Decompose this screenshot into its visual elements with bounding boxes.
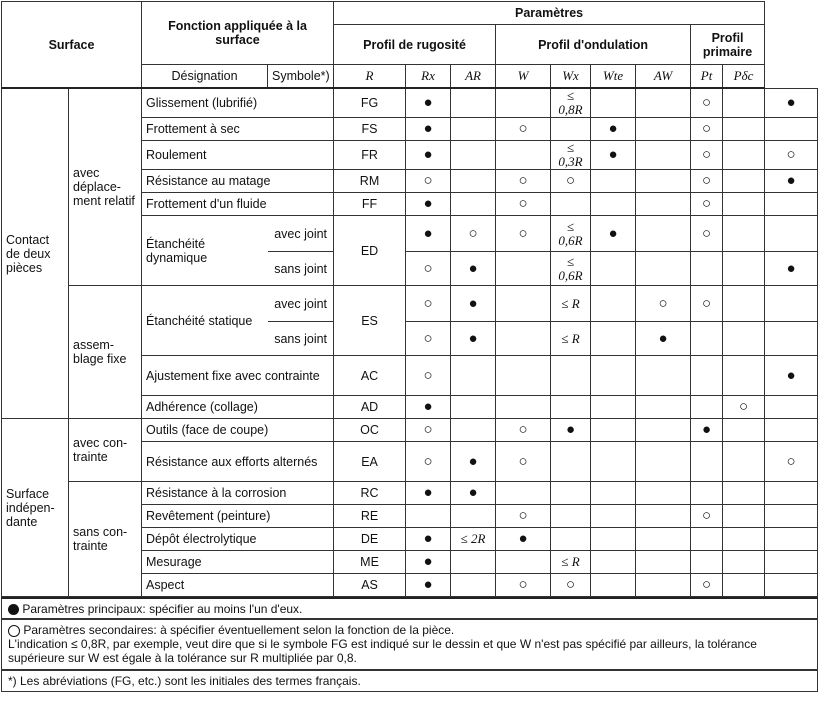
cell-rx: [451, 356, 496, 396]
designation: Ajustement fixe avec contrainte: [142, 356, 334, 396]
designation-etancheite-dynamique: Étanchéité dynamique: [142, 216, 268, 286]
cell-wte: [636, 482, 691, 505]
cell-w: [551, 442, 591, 482]
cell-w: ≤ R: [551, 551, 591, 574]
cell-ar: [496, 482, 551, 505]
legend-secondaires: Paramètres secondaires: à spécifier éventuellement selon la fonction de la pièce.: [23, 623, 455, 637]
cell-wte: [636, 118, 691, 141]
open-circle-icon: ○: [691, 574, 723, 597]
designation: Mesurage: [142, 551, 334, 574]
header-designation: Désignation: [142, 65, 268, 89]
cell-rx: [451, 551, 496, 574]
cell-ar: [496, 141, 551, 170]
open-circle-icon: ○: [691, 88, 723, 118]
cell-w: [551, 396, 591, 419]
cell-wte: [636, 88, 691, 118]
filled-circle-icon: ●: [406, 88, 451, 118]
symbole: AC: [334, 356, 406, 396]
cell-w: ≤ 0,6R: [551, 252, 591, 286]
filled-circle-icon: ●: [496, 528, 551, 551]
designation: Frottement d'un fluide: [142, 193, 334, 216]
legend-indication: L'indication ≤ 0,8R, par exemple, veut dire que si le symbole FG est indiqué sur le dessin et que W n'est pas spécifié par ailleurs, la tolérance supérieure sur W est égale à la tolérance sur R multipliée par 0,8.: [8, 637, 757, 665]
cell-wte: [636, 356, 691, 396]
open-circle-icon: ○: [406, 170, 451, 193]
cell-pdc: [765, 574, 818, 597]
cell-aw: [691, 356, 723, 396]
cell-pdc: [765, 482, 818, 505]
cell-w: [551, 193, 591, 216]
symbole: RE: [334, 505, 406, 528]
filled-circle-icon: ●: [765, 252, 818, 286]
open-circle-icon: ○: [496, 118, 551, 141]
cell-aw: [691, 396, 723, 419]
symbole: FS: [334, 118, 406, 141]
cell-pdc: [765, 551, 818, 574]
header-profil-ondulation: Profil d'ondulation: [496, 25, 691, 65]
designation: Adhérence (collage): [142, 396, 334, 419]
cell-ar: [496, 88, 551, 118]
cell-wx: [591, 396, 636, 419]
cell-wte: [636, 170, 691, 193]
table-row: [2, 88, 818, 118]
designation: Aspect: [142, 574, 334, 597]
legend: [1, 597, 818, 619]
column-header-wte: Wte: [591, 65, 636, 89]
cell-pdc: [765, 528, 818, 551]
cell-wx: [591, 193, 636, 216]
open-circle-icon: ○: [406, 442, 451, 482]
cell-wte: [636, 442, 691, 482]
cell-wx: [591, 286, 636, 322]
cell-pt: [723, 419, 765, 442]
cell-pt: [723, 252, 765, 286]
cell-pt: [723, 356, 765, 396]
symbole: FR: [334, 141, 406, 170]
joint-label-avec: avec joint: [268, 216, 334, 252]
cell-ar: [496, 322, 551, 356]
cell-wx: [591, 528, 636, 551]
open-circle-icon: ○: [691, 286, 723, 322]
cell-aw: [691, 482, 723, 505]
symbole: FF: [334, 193, 406, 216]
cell-rx: ≤ 2R: [451, 528, 496, 551]
open-circle-icon: ○: [406, 419, 451, 442]
designation: Glissement (lubrifié): [142, 88, 334, 118]
header-profil-rugosite: Profil de rugosité: [334, 25, 496, 65]
cell-wx: [591, 482, 636, 505]
designation: Revêtement (peinture): [142, 505, 334, 528]
cell-wx: [591, 170, 636, 193]
table-row: [2, 482, 818, 505]
filled-circle-icon: [8, 604, 19, 615]
cell-pdc: [765, 193, 818, 216]
open-circle-icon: [8, 625, 20, 637]
symbole: AD: [334, 396, 406, 419]
designation: Outils (face de coupe): [142, 419, 334, 442]
column-header-rx: Rx: [406, 65, 451, 89]
designation: Résistance à la corrosion: [142, 482, 334, 505]
cell-pdc: [765, 216, 818, 252]
footnote: *) Les abréviations (FG, etc.) sont les initiales des termes français.: [1, 670, 818, 692]
column-header-aw: AW: [636, 65, 691, 89]
open-circle-icon: ○: [406, 356, 451, 396]
filled-circle-icon: ●: [765, 170, 818, 193]
cell-wte: [636, 419, 691, 442]
designation-etancheite-statique: Étanchéité statique: [142, 286, 268, 356]
symbole-es: ES: [334, 286, 406, 356]
cell-wte: [636, 528, 691, 551]
cell-rx: [451, 88, 496, 118]
parameters-table: [1, 1, 818, 597]
open-circle-icon: ○: [496, 193, 551, 216]
cell-rx: [451, 118, 496, 141]
cell-pt: [723, 322, 765, 356]
cell-wte: [636, 216, 691, 252]
designation: Frottement à sec: [142, 118, 334, 141]
cell-wx: [591, 505, 636, 528]
symbole: AS: [334, 574, 406, 597]
cell-pdc: [765, 118, 818, 141]
column-header-pdc: Pδc: [723, 65, 765, 89]
filled-circle-icon: ●: [551, 419, 591, 442]
filled-circle-icon: ●: [406, 551, 451, 574]
cell-r: [406, 505, 451, 528]
symbole: DE: [334, 528, 406, 551]
legend-principaux: Paramètres principaux: spécifier au moins l'un d'eux.: [22, 602, 303, 616]
filled-circle-icon: ●: [451, 286, 496, 322]
cell-w: [551, 118, 591, 141]
filled-circle-icon: ●: [451, 482, 496, 505]
cell-aw: [691, 528, 723, 551]
cell-pdc: [765, 322, 818, 356]
table-row: [2, 419, 818, 442]
cell-wx: [591, 356, 636, 396]
filled-circle-icon: ●: [406, 141, 451, 170]
open-circle-icon: ○: [496, 505, 551, 528]
filled-circle-icon: ●: [636, 322, 691, 356]
group-surface-independante: Surface indépen-dante: [2, 419, 69, 597]
cell-wx: [591, 442, 636, 482]
cell-pt: [723, 442, 765, 482]
cell-wx: [591, 88, 636, 118]
symbole: RM: [334, 170, 406, 193]
cell-pdc: [765, 505, 818, 528]
cell-ar: [496, 396, 551, 419]
cell-pdc: [765, 419, 818, 442]
cell-w: [551, 505, 591, 528]
column-header-ar: AR: [451, 65, 496, 89]
filled-circle-icon: ●: [451, 252, 496, 286]
cell-wx: [591, 419, 636, 442]
cell-pt: [723, 286, 765, 322]
group-avec-contrainte: avec con-trainte: [69, 419, 142, 482]
table-row: [2, 286, 818, 322]
cell-w: ≤ 0,6R: [551, 216, 591, 252]
cell-wx: [591, 574, 636, 597]
symbole: ME: [334, 551, 406, 574]
column-header-pt: Pt: [691, 65, 723, 89]
cell-w: [551, 528, 591, 551]
cell-pt: [723, 482, 765, 505]
cell-wte: [636, 396, 691, 419]
cell-rx: [451, 505, 496, 528]
joint-label-sans: sans joint: [268, 322, 334, 356]
open-circle-icon: ○: [551, 170, 591, 193]
filled-circle-icon: ●: [406, 396, 451, 419]
cell-pt: [723, 505, 765, 528]
open-circle-icon: ○: [723, 396, 765, 419]
cell-rx: [451, 396, 496, 419]
cell-wte: [636, 193, 691, 216]
filled-circle-icon: ●: [406, 528, 451, 551]
open-circle-icon: ○: [765, 141, 818, 170]
filled-circle-icon: ●: [765, 356, 818, 396]
cell-wx: [591, 252, 636, 286]
open-circle-icon: ○: [551, 574, 591, 597]
cell-pt: [723, 574, 765, 597]
filled-circle-icon: ●: [591, 216, 636, 252]
open-circle-icon: ○: [496, 216, 551, 252]
open-circle-icon: ○: [691, 193, 723, 216]
symbole: RC: [334, 482, 406, 505]
open-circle-icon: ○: [691, 216, 723, 252]
cell-w: ≤ R: [551, 286, 591, 322]
cell-wte: [636, 505, 691, 528]
cell-rx: [451, 141, 496, 170]
header-profil-primaire: Profil primaire: [691, 25, 765, 65]
cell-wx: [591, 551, 636, 574]
filled-circle-icon: ●: [591, 118, 636, 141]
cell-pt: [723, 118, 765, 141]
column-header-r: R: [334, 65, 406, 89]
filled-circle-icon: ●: [406, 574, 451, 597]
open-circle-icon: ○: [691, 505, 723, 528]
filled-circle-icon: ●: [406, 216, 451, 252]
open-circle-icon: ○: [406, 252, 451, 286]
cell-rx: [451, 170, 496, 193]
symbole: EA: [334, 442, 406, 482]
cell-pt: [723, 141, 765, 170]
filled-circle-icon: ●: [406, 118, 451, 141]
cell-ar: [496, 252, 551, 286]
open-circle-icon: ○: [496, 419, 551, 442]
cell-w: [551, 482, 591, 505]
open-circle-icon: ○: [691, 118, 723, 141]
cell-wte: [636, 252, 691, 286]
cell-wte: [636, 574, 691, 597]
cell-pt: [723, 551, 765, 574]
header-fonction: Fonction appliquée à la surface: [142, 2, 334, 65]
joint-label-sans: sans joint: [268, 252, 334, 286]
cell-ar: [496, 286, 551, 322]
column-header-w: W: [496, 65, 551, 89]
filled-circle-icon: ●: [691, 419, 723, 442]
filled-circle-icon: ●: [406, 193, 451, 216]
cell-wte: [636, 141, 691, 170]
open-circle-icon: ○: [496, 574, 551, 597]
column-header-wx: Wx: [551, 65, 591, 89]
cell-rx: [451, 574, 496, 597]
filled-circle-icon: ●: [765, 88, 818, 118]
group-sans-contrainte: sans con-trainte: [69, 482, 142, 597]
cell-ar: [496, 551, 551, 574]
open-circle-icon: ○: [451, 216, 496, 252]
cell-wte: [636, 551, 691, 574]
cell-wx: [591, 322, 636, 356]
header-surface: Surface: [2, 2, 142, 89]
symbole: OC: [334, 419, 406, 442]
cell-rx: [451, 419, 496, 442]
cell-w: ≤ R: [551, 322, 591, 356]
group-assemblage-fixe: assem-blage fixe: [69, 286, 142, 419]
open-circle-icon: ○: [496, 442, 551, 482]
open-circle-icon: ○: [765, 442, 818, 482]
designation: Roulement: [142, 141, 334, 170]
cell-w: [551, 356, 591, 396]
open-circle-icon: ○: [496, 170, 551, 193]
cell-rx: [451, 193, 496, 216]
cell-pdc: [765, 286, 818, 322]
cell-ar: [496, 356, 551, 396]
cell-pt: [723, 170, 765, 193]
group-avec-deplacement: avec déplace-ment relatif: [69, 88, 142, 286]
cell-aw: [691, 551, 723, 574]
group-contact: Contact de deux pièces: [2, 88, 69, 419]
open-circle-icon: ○: [406, 286, 451, 322]
designation: Résistance au matage: [142, 170, 334, 193]
symbole-ed: ED: [334, 216, 406, 286]
joint-label-avec: avec joint: [268, 286, 334, 322]
filled-circle-icon: ●: [451, 322, 496, 356]
legend-secondary: [1, 619, 818, 670]
filled-circle-icon: ●: [591, 141, 636, 170]
open-circle-icon: ○: [691, 141, 723, 170]
cell-aw: [691, 322, 723, 356]
header-symbole: Symbole*): [268, 65, 334, 89]
filled-circle-icon: ●: [451, 442, 496, 482]
header-parametres: Paramètres: [334, 2, 765, 25]
cell-pdc: [765, 396, 818, 419]
open-circle-icon: ○: [636, 286, 691, 322]
cell-pt: [723, 88, 765, 118]
designation: Dépôt électrolytique: [142, 528, 334, 551]
cell-aw: [691, 252, 723, 286]
cell-pt: [723, 528, 765, 551]
open-circle-icon: ○: [691, 170, 723, 193]
cell-pt: [723, 216, 765, 252]
cell-w: ≤ 0,8R: [551, 88, 591, 118]
cell-pt: [723, 193, 765, 216]
designation: Résistance aux efforts alternés: [142, 442, 334, 482]
symbole: FG: [334, 88, 406, 118]
filled-circle-icon: ●: [406, 482, 451, 505]
cell-w: ≤ 0,3R: [551, 141, 591, 170]
cell-aw: [691, 442, 723, 482]
open-circle-icon: ○: [406, 322, 451, 356]
